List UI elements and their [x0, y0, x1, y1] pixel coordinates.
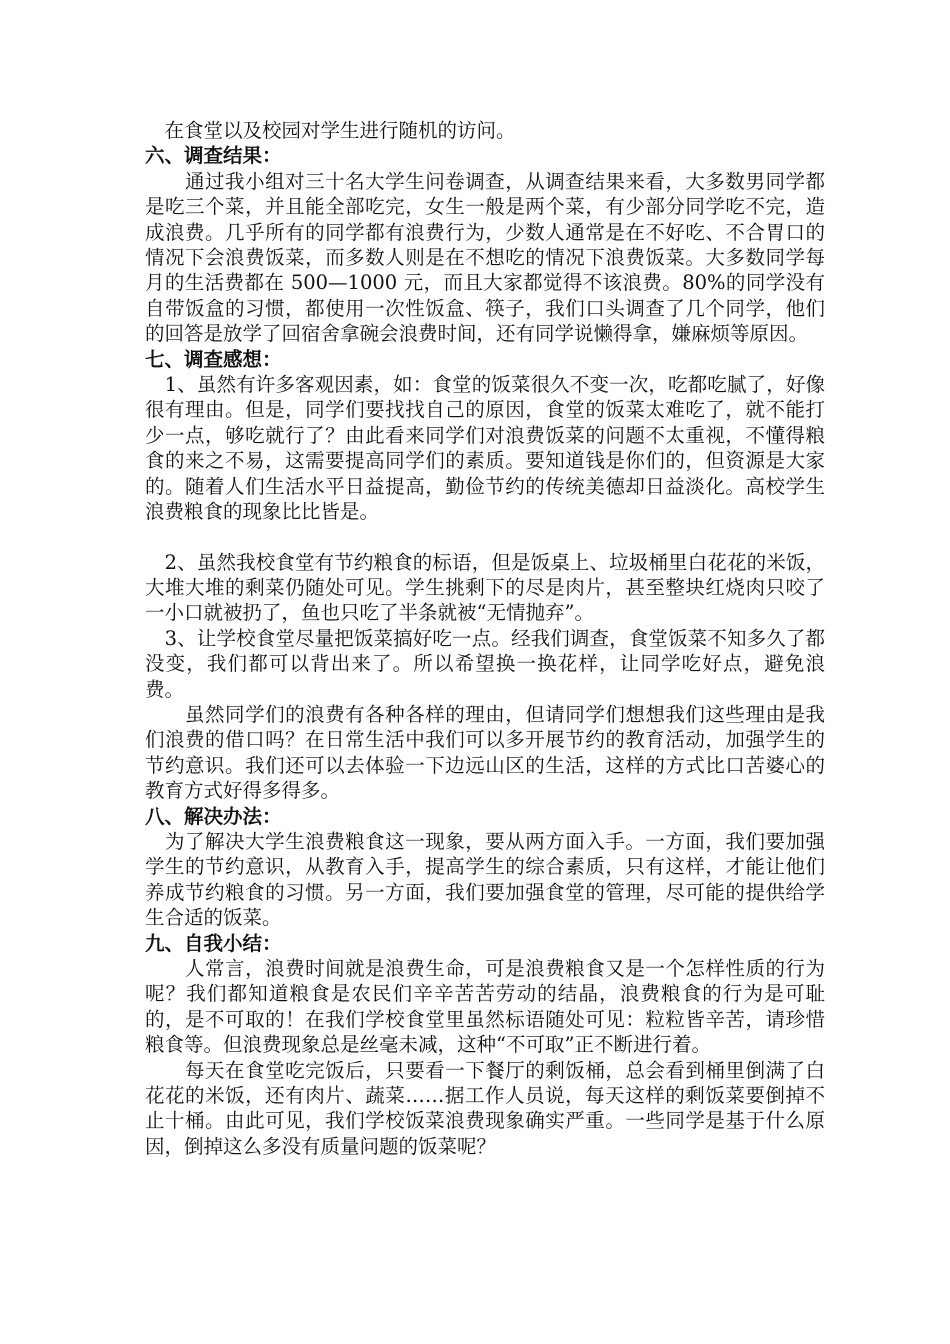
- heading-survey-thoughts: 七、调查感想：: [145, 347, 282, 371]
- blank-line: [145, 525, 825, 550]
- paragraph-summary-1: 人常言，浪费时间就是浪费生命，可是浪费粮食又是一个怎样性质的行为呢？我们都知道粮食是农民们辛辛苦苦劳动的结晶，浪费粮食的行为是可耻的，是不可取的！在我们学校食堂里虽然标语随处可见：粒粒皆辛苦，请珍惜粮食等。但浪费现象总是丝毫未减，这种“不可取”正不断进行着。: [145, 957, 825, 1057]
- heading-self-summary: 九、自我小结：: [145, 931, 282, 955]
- paragraph-thought-2: 2、虽然我校食堂有节约粮食的标语，但是饭桌上、垃圾桶里白花花的米饭，大堆大堆的剩菜仍随处可见。学生挑剩下的尽是肉片，甚至整块红烧肉只咬了一小口就被扔了，鱼也只吃了半条就被“无情抛弃”。: [145, 550, 825, 625]
- heading-solutions: 八、解决办法：: [145, 804, 282, 828]
- heading-survey-results: 六、调查结果：: [145, 144, 282, 168]
- paragraph-survey-results: 通过我小组对三十名大学生问卷调查，从调查结果来看，大多数男同学都是吃三个菜，并且能全部吃完，女生一般是两个菜，有少部分同学吃不完，造成浪费。几乎所有的同学都有浪费行为，少数人通常是在不好吃、不合胃口的情况下会浪费饭菜，而多数人则是在不想吃的情况下浪费饭菜。大多数同学每月的生活费都在 500—1000 元，而且大家都觉得不该浪费。80%的同学没有自带饭盒的习惯，都使用一次性饭盒、筷子，我们口头调查了几个同学，他们的回答是放学了回宿舍拿碗会浪费时间，还有同学说懒得拿，嫌麻烦等原因。: [145, 169, 825, 346]
- paragraph-visit: 在食堂以及校园对学生进行随机的访问。: [145, 119, 516, 142]
- paragraph-thought-1: 1、虽然有许多客观因素，如：食堂的饭菜很久不变一次，吃都吃腻了，好像很有理由。但是，同学们要找找自己的原因，食堂的饭菜太难吃了，就不能打少一点，够吃就行了？由此看来同学们对浪费饭菜的问题不太重视，不懂得粮食的来之不易，这需要提高同学们的素质。要知道钱是你们的，但资源是大家的。随着人们生活水平日益提高，勤俭节约的传统美德却日益淡化。高校学生浪费粮食的现象比比皆是。: [145, 373, 825, 524]
- paragraph-solutions: 为了解决大学生浪费粮食这一现象，要从两方面入手。一方面，我们要加强学生的节约意识，从教育入手，提高学生的综合素质，只有这样，才能让他们养成节约粮食的习惯。另一方面，我们要加强食堂的管理，尽可能的提供给学生合适的饭菜。: [145, 829, 825, 930]
- paragraph-thought-3: 3、让学校食堂尽量把饭菜搞好吃一点。经我们调查，食堂饭菜不知多久了都没变，我们都可以背出来了。所以希望换一换花样，让同学吃好点，避免浪费。: [145, 626, 825, 701]
- paragraph-thought-4: 虽然同学们的浪费有各种各样的理由，但请同学们想想我们这些理由是我们浪费的借口吗？在日常生活中我们可以多开展节约的教育活动，加强学生的节约意识。我们还可以去体验一下边远山区的生活，这样的方式比口苦婆心的教育方式好得多得多。: [145, 702, 825, 803]
- paragraph-summary-2: 每天在食堂吃完饭后，只要看一下餐厅的剩饭桶，总会看到桶里倒满了白花花的米饭，还有肉片、蔬菜……据工作人员说，每天这样的剩饭菜要倒掉不止十桶。由此可见，我们学校饭菜浪费现象确实严重。一些同学是基于什么原因，倒掉这么多没有质量问题的饭菜呢？: [145, 1058, 825, 1158]
- document-page: [145, 118, 825, 1159]
